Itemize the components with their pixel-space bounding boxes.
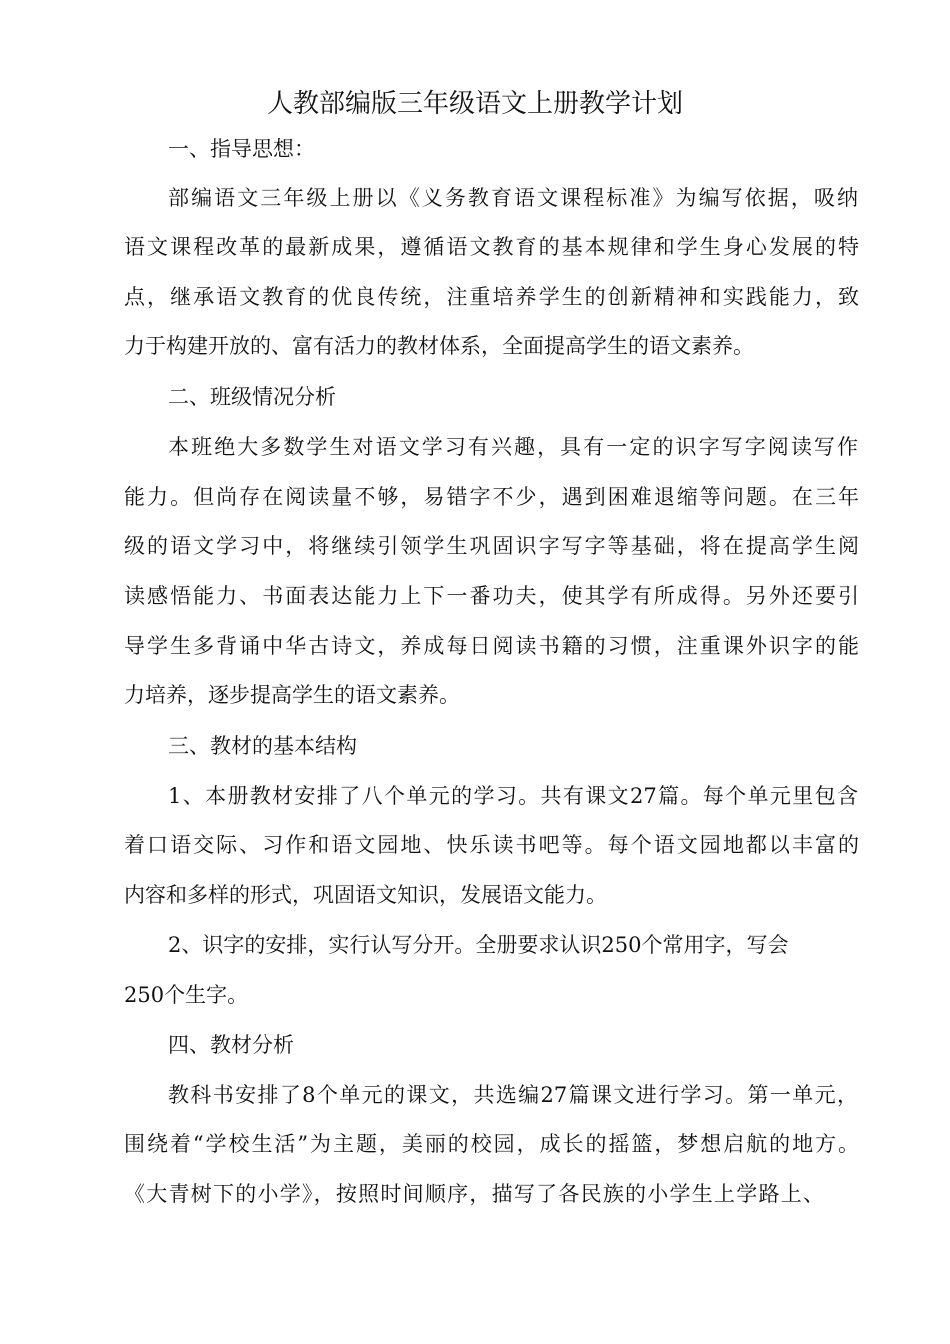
paragraph-line: 力于构建开放的、富有活力的教材体系，全面提高学生的语文素养。 [124, 334, 754, 358]
heading-textbook-structure: 三、教材的基本结构 [168, 734, 357, 758]
paragraph-line: 语文课程改革的最新成果，遵循语文教育的基本规律和学生身心发展的特 [124, 235, 859, 259]
paragraph-line: 读感悟能力、书面表达能力上下一番功夫，使其学有所成得。另外还要引 [124, 584, 859, 608]
paragraph-line: 教科书安排了8个单元的课文，共选编27篇课文进行学习。第一单元， [168, 1083, 858, 1107]
paragraph-line: 点，继承语文教育的优良传统，注重培养学生的创新精神和实践能力，致 [124, 285, 859, 309]
paragraph-line: 级的语文学习中，将继续引领学生巩固识字写字等基础，将在提高学生阅 [124, 534, 859, 558]
paragraph-line: 内容和多样的形式，巩固语文知识，发展语文能力。 [124, 883, 607, 907]
paragraph-line: 本班绝大多数学生对语文学习有兴趣，具有一定的识字写字阅读写作 [168, 435, 858, 459]
paragraph-line: 2、识字的安排，实行认写分开。全册要求认识250个常用字，写会 [168, 933, 789, 957]
heading-class-analysis: 二、班级情况分析 [168, 385, 336, 409]
heading-guiding-ideology: 一、指导思想： [168, 137, 315, 161]
paragraph-line: 《大青树下的小学》，按照时间顺序，描写了各民族的小学生上学路上、 [124, 1182, 824, 1206]
paragraph-line: 着口语交际、习作和语文园地、快乐读书吧等。每个语文园地都以丰富的 [124, 833, 859, 857]
heading-textbook-analysis: 四、教材分析 [168, 1033, 294, 1057]
paragraph-line: 能力。但尚存在阅读量不够，易错字不少，遇到困难退缩等问题。在三年 [124, 485, 859, 509]
paragraph-line: 部编语文三年级上册以《义务教育语文课程标准》为编写依据，吸纳 [168, 186, 858, 210]
document-title: 人教部编版三年级语文上册教学计划 [266, 89, 683, 119]
paragraph-line: 力培养，逐步提高学生的语文素养。 [124, 683, 460, 707]
paragraph-line: 1、本册教材安排了八个单元的学习。共有课文27篇。每个单元里包含 [168, 784, 858, 808]
paragraph-line: 导学生多背诵中华古诗文，养成每日阅读书籍的习惯，注重课外识字的能 [124, 634, 859, 658]
paragraph-line: 250个生字。 [124, 983, 249, 1007]
paragraph-line: 围绕着“学校生活”为主题，美丽的校园，成长的摇篮，梦想启航的地方。 [124, 1132, 859, 1156]
